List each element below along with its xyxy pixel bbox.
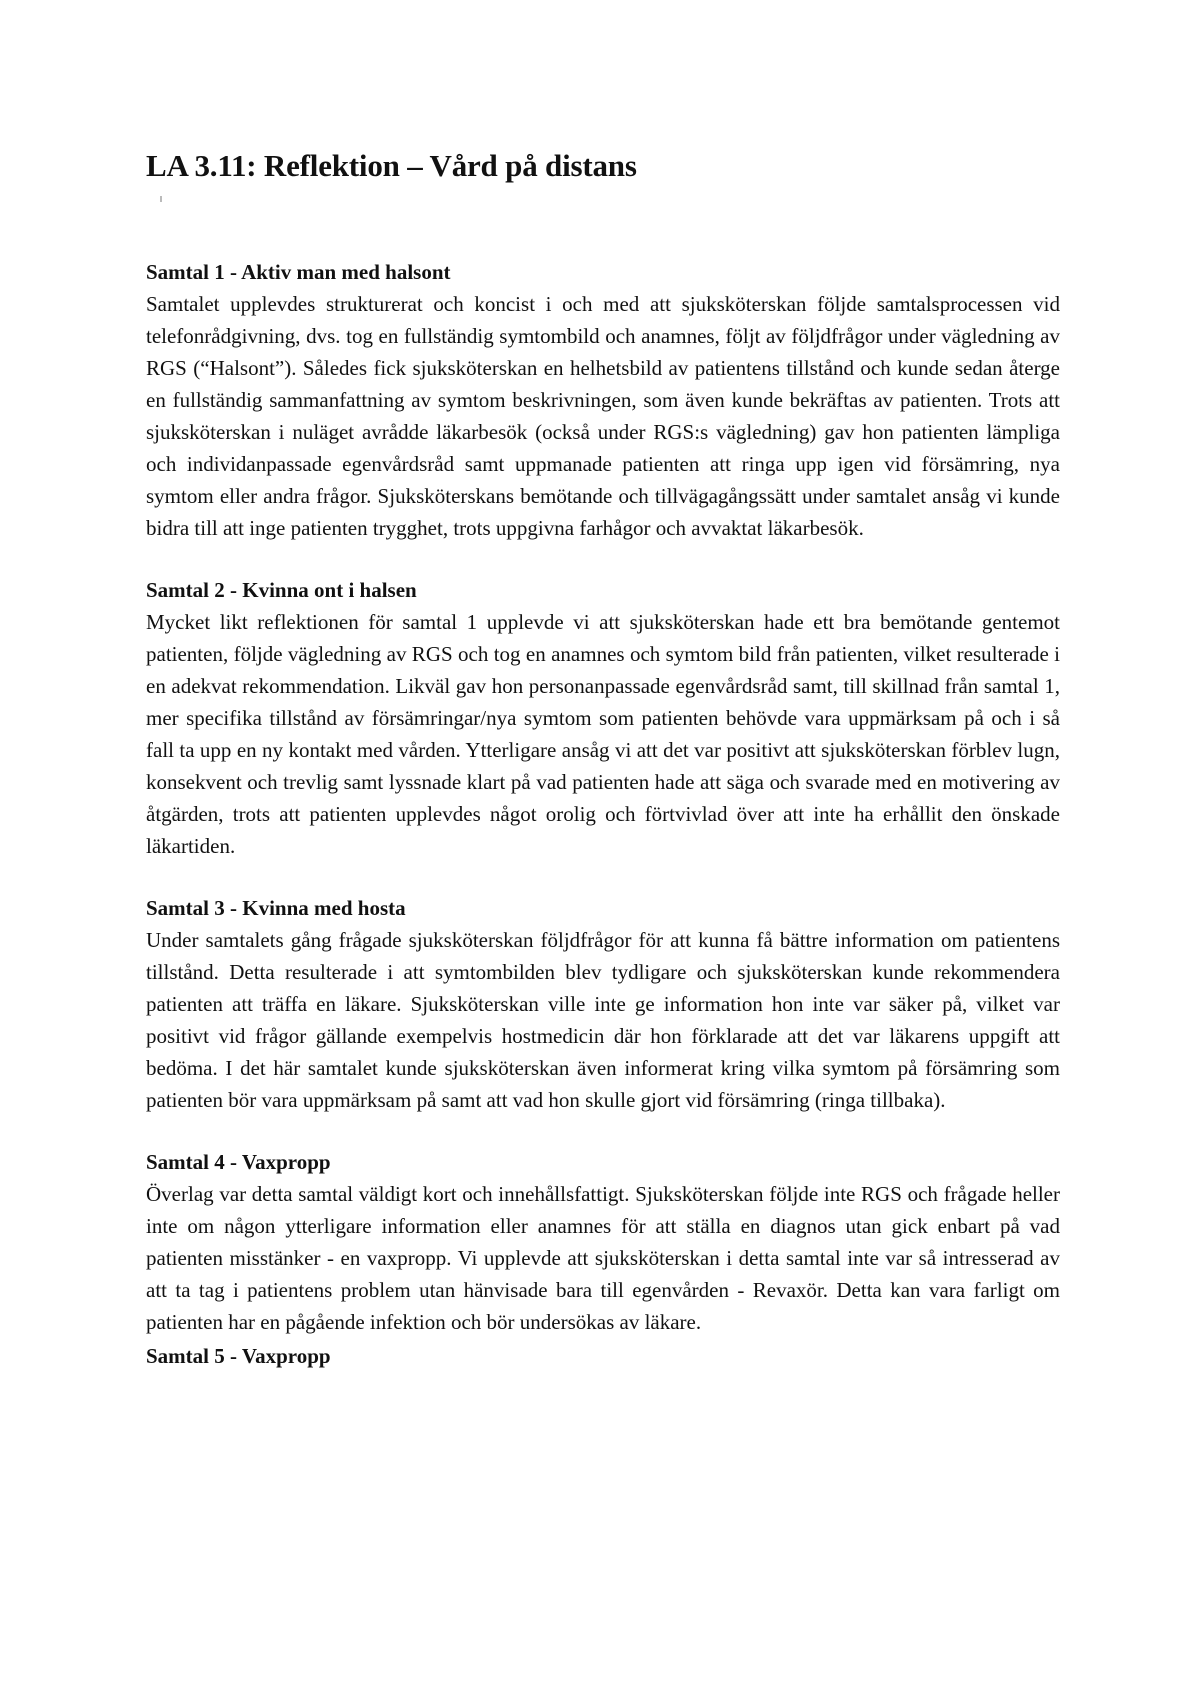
sections <box>146 256 1060 1372</box>
section-heading: Samtal 3 - Kvinna med hosta <box>146 896 406 920</box>
section-heading: Samtal 2 - Kvinna ont i halsen <box>146 578 417 602</box>
text-cursor-mark <box>160 196 162 202</box>
section-text: Under samtalets gång frågade sjuksköterskan följdfrågor för att kunna få bättre information om patientens tillstånd. Detta resulterade i att symtombilden blev tydligare och sjuksköterskan kunde rekommendera patienten att träffa en läkare. Sjuksköterskan ville inte ge information hon inte var säker på, vilket var positivt vid frågor gällande exempelvis hostmedicin där hon förklarade att det var läkarens uppgift att bedöma. I det här samtalet kunde sjuksköterskan även informerat kring vilka symtom på försämring som patienten bör vara uppmärksam på samt att vad hon skulle gjort vid försämring (ringa tillbaka). <box>146 928 1060 1112</box>
section-text: Överlag var detta samtal väldigt kort och innehållsfattigt. Sjuksköterskan följde inte RGS och frågade heller inte om någon ytterligare information eller anamnes för att ställa en diagnos utan gick enbart på vad patienten misstänker - en vaxpropp. Vi upplevde att sjuksköterskan i detta samtal inte var så intresserad av att ta tag i patientens problem utan hänvisade bara till egenvården - Revaxör. Detta kan vara farligt om patienten har en pågående infektion och bör undersökas av läkare. <box>146 1182 1060 1334</box>
section-samtal-3 <box>146 892 1060 1116</box>
section-samtal-4 <box>146 1146 1060 1338</box>
section-samtal-5 <box>146 1340 1060 1372</box>
page-title: LA 3.11: Reflektion – Vård på distans <box>146 148 637 183</box>
document-content <box>146 142 1060 1402</box>
section-text: Samtalet upplevdes strukturerat och koncist i och med att sjuksköterskan följde samtalsprocessen vid telefonrådgivning, dvs. tog en fullständig symtombild och anamnes, följt av följdfrågor under vägledning av RGS (“Halsont”). Således fick sjuksköterskan en helhetsbild av patientens tillstånd och kunde sedan återge en fullständig sammanfattning av symtom beskrivningen, som även kunde bekräftas av patienten. Trots att sjuksköterskan i nuläget avrådde läkarbesök (också under RGS:s vägledning) gav hon patienten lämpliga och individanpassade egenvårdsråd samt uppmanade patienten att ringa upp igen vid försämring, nya symtom eller andra frågor. Sjuksköterskans bemötande och tillvägagångssätt under samtalet ansåg vi kunde bidra till att inge patienten trygghet, trots uppgivna farhågor och avvaktat läkarbesök. <box>146 292 1060 540</box>
section-heading: Samtal 5 - Vaxpropp <box>146 1344 331 1368</box>
section-samtal-2 <box>146 574 1060 862</box>
section-heading: Samtal 4 - Vaxpropp <box>146 1150 331 1174</box>
section-heading: Samtal 1 - Aktiv man med halsont <box>146 260 451 284</box>
section-text: Mycket likt reflektionen för samtal 1 upplevde vi att sjuksköterskan hade ett bra bemötande gentemot patienten, följde vägledning av RGS och tog en anamnes och symtom bild från patienten, vilket resulterade i en adekvat rekommendation. Likväl gav hon personanpassade egenvårdsråd samt, till skillnad från samtal 1, mer specifika tillstånd av försämringar/nya symtom som patienten behövde vara uppmärksam på och i så fall ta upp en ny kontakt med vården. Ytterligare ansåg vi att det var positivt att sjuksköterskan förblev lugn, konsekvent och trevlig samt lyssnade klart på vad patienten hade att säga och svarade med en motivering av åtgärden, trots att patienten upplevdes något orolig och förtvivlad över att inte ha erhållit den önskade läkartiden. <box>146 610 1060 858</box>
section-samtal-1 <box>146 256 1060 544</box>
